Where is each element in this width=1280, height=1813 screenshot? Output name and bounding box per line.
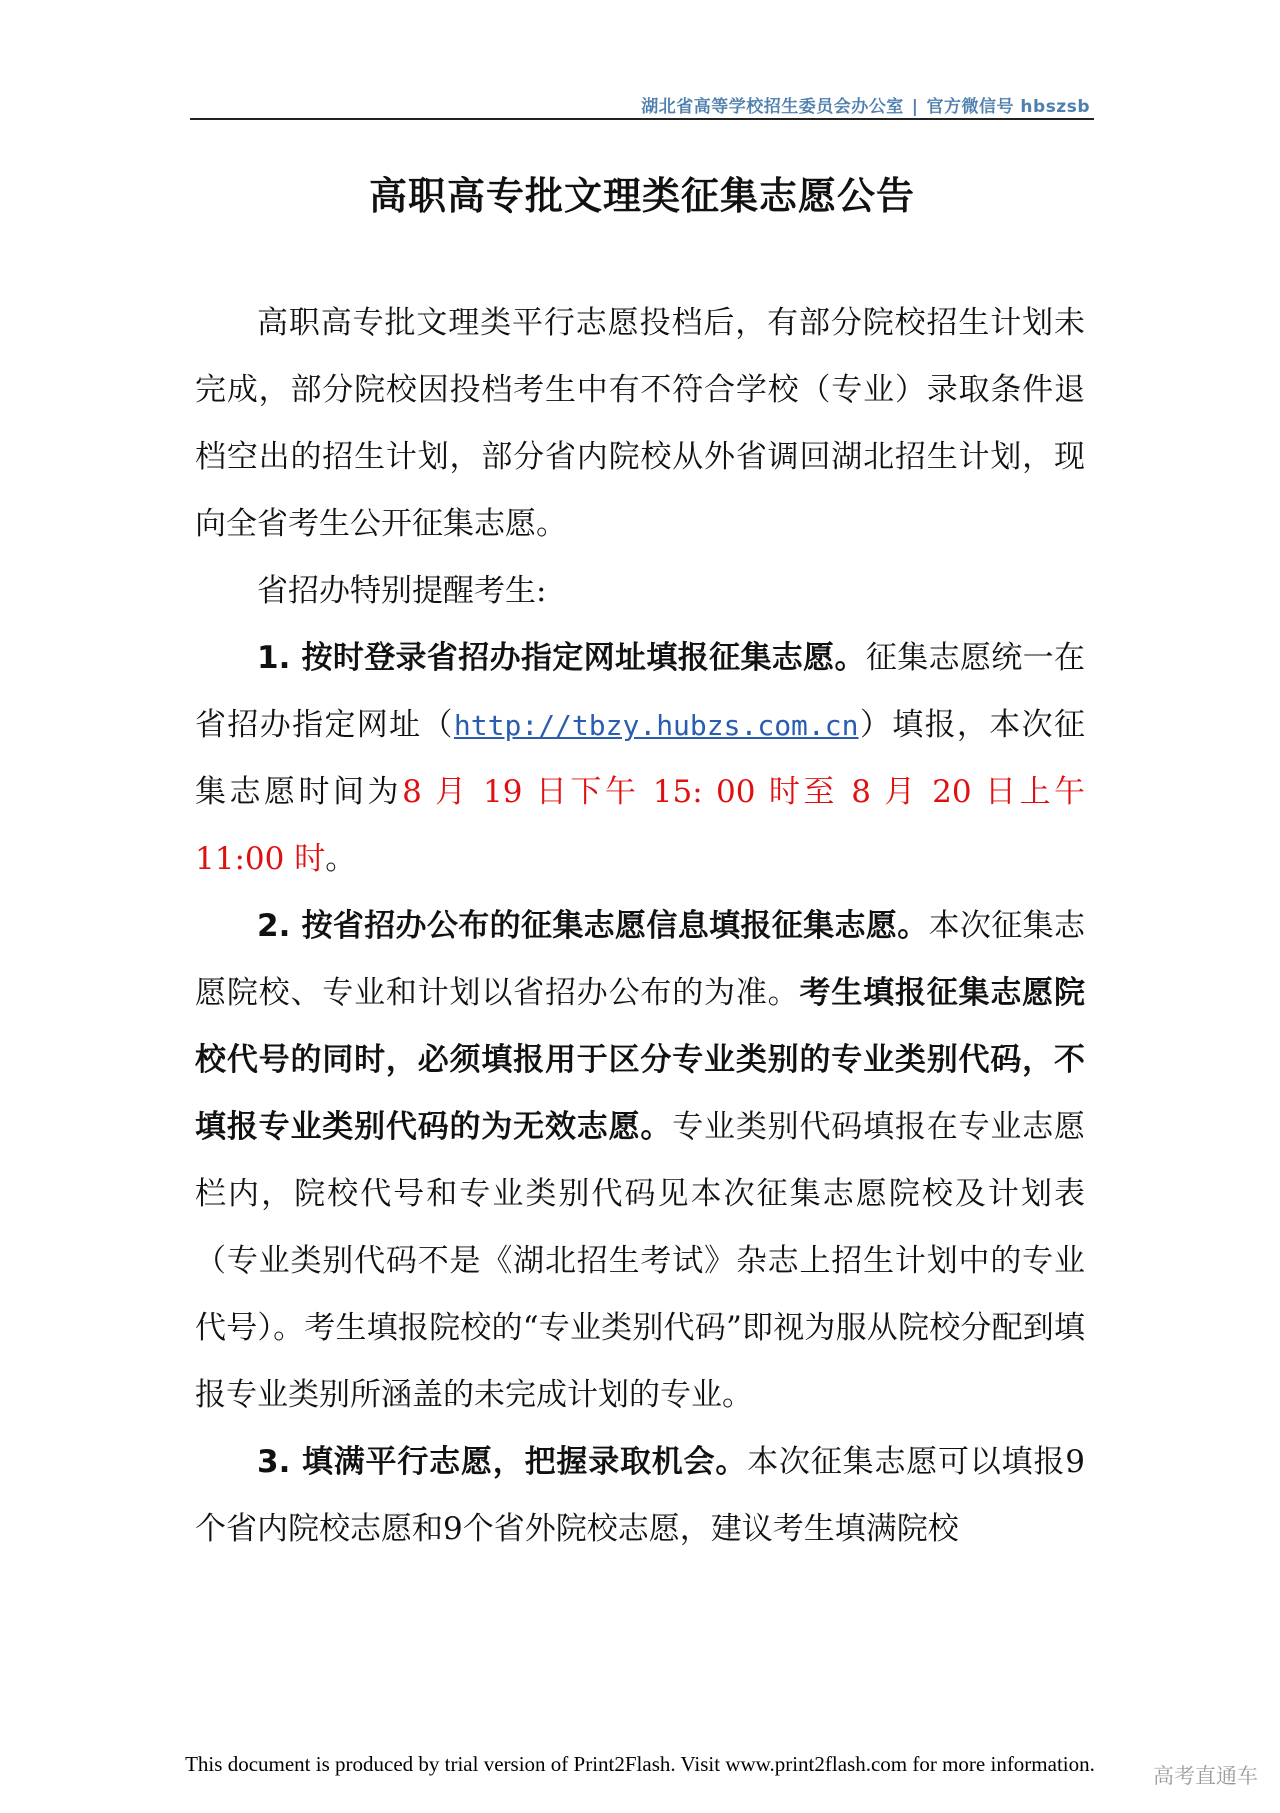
paragraph-intro: 高职高专批文理类平行志愿投档后，有部分院校招生计划未完成，部分院校因投档考生中有不符合学校（专业）录取条件退档空出的招生计划，部分省内院校从外省调回湖北招生计划，现向全省考生公开征集志愿。 bbox=[195, 305, 1085, 542]
watermark: 高考直通车 bbox=[1153, 1760, 1258, 1790]
trial-footer: This document is produced by trial version of Print2Flash. Visit www.print2flash.com for more information. bbox=[185, 1752, 1095, 1776]
item-2-heading: 2. 按省招办公布的征集志愿信息填报征集志愿。 bbox=[257, 908, 929, 944]
deadline-text: 8 月 19 日下午 15: 00 时至 8 月 20 日上午 11:00 时 bbox=[195, 774, 1086, 877]
document-title: 高职高专批文理类征集志愿公告 bbox=[368, 174, 915, 218]
header-wechat: 官方微信号 hbszsb bbox=[926, 97, 1090, 117]
header-separator: | bbox=[911, 97, 919, 117]
item-3-heading: 3. 填满平行志愿，把握录取机会。 bbox=[257, 1444, 748, 1480]
item-2-text-a: 本次征集志愿院校、专业和计划以省招办公布的为准。 bbox=[195, 908, 1086, 1011]
item-1-text-b: ）填报，本次征集志愿时间为 bbox=[195, 707, 1086, 810]
item-1-text-c: 。 bbox=[325, 841, 357, 877]
application-link[interactable]: http://tbzy.hubzs.com.cn bbox=[453, 709, 859, 742]
item-3-text: 本次征集志愿可以填报9个省内院校志愿和9个省外院校志愿，建议考生填满院校 bbox=[195, 1444, 1085, 1547]
document-body bbox=[195, 290, 1085, 1563]
header-rule bbox=[190, 118, 1094, 120]
paragraph-item-3 bbox=[195, 1429, 1085, 1563]
page-header bbox=[190, 92, 1090, 117]
item-1-text-a: 征集志愿统一在省招办指定网址（ bbox=[195, 640, 1086, 743]
paragraph-reminder: 省招办特别提醒考生: bbox=[257, 573, 547, 609]
header-office: 湖北省高等学校招生委员会办公室 bbox=[641, 97, 904, 117]
item-2-bold-notice: 考生填报征集志愿院校代号的同时，必须填报用于区分专业类别的专业类别代码，不填报专业类别代码的为无效志愿。 bbox=[195, 975, 1086, 1145]
item-1-heading: 1. 按时登录省招办指定网址填报征集志愿。 bbox=[257, 640, 866, 676]
item-2-text-b: 专业类别代码填报在专业志愿栏内，院校代号和专业类别代码见本次征集志愿院校及计划表（专业类别代码不是《湖北招生考试》杂志上招生计划中的专业代号）。考生填报院校的“专业类别代码”即视为服从院校分配到填报专业类别所涵盖的未完成计划的专业。 bbox=[195, 1109, 1086, 1413]
paragraph-item-1 bbox=[195, 625, 1085, 893]
paragraph-item-2 bbox=[195, 893, 1085, 1429]
